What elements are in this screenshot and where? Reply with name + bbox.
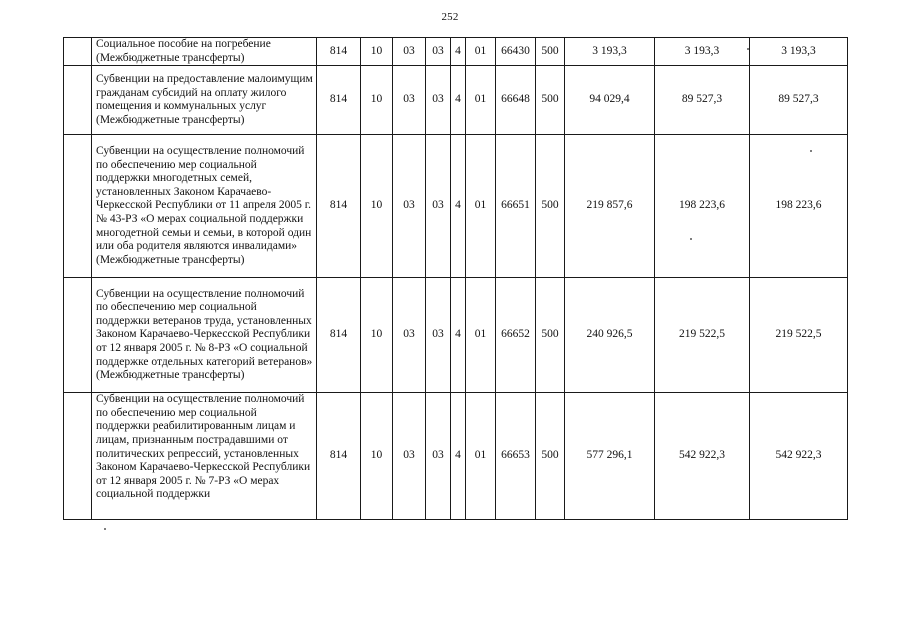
table-row <box>64 393 848 520</box>
pr-cell: 03 <box>393 66 426 135</box>
cs1-cell: 03 <box>426 135 451 278</box>
pr-cell: 03 <box>393 278 426 393</box>
pr-cell: 03 <box>393 38 426 66</box>
blank-cell <box>64 66 92 135</box>
sum3-cell: 542 922,3 <box>750 393 848 520</box>
sum1-cell: 94 029,4 <box>565 66 655 135</box>
sum1-cell: 3 193,3 <box>565 38 655 66</box>
vr-cell: 500 <box>536 393 565 520</box>
scan-speck <box>104 528 106 530</box>
table-row <box>64 278 848 393</box>
cs1-cell: 03 <box>426 66 451 135</box>
cs2-cell: 4 <box>451 393 466 520</box>
cs4-cell: 66651 <box>496 135 536 278</box>
cs1-cell: 03 <box>426 393 451 520</box>
table-row <box>64 38 848 66</box>
sum3-cell: 3 193,3 <box>750 38 848 66</box>
ved-cell: 814 <box>317 393 361 520</box>
sum2-cell: 89 527,3 <box>655 66 750 135</box>
rz-cell: 10 <box>361 38 393 66</box>
scan-speck <box>747 48 749 50</box>
cs4-cell: 66653 <box>496 393 536 520</box>
row-name-cell: Субвенции на осуществление полномочий по обеспечению мер социальной поддержки многодетных семей, установленных Законом Карачаево-Черкесской Республики от 11 апреля 2005 г. № 43-РЗ «О мерах социальной поддержки многодетной семьи и семьи, в которой один или оба родителя являются инвалидами» (Межбюджетные трансферты) <box>92 135 317 278</box>
budget-table <box>63 37 848 520</box>
ved-cell: 814 <box>317 66 361 135</box>
cs2-cell: 4 <box>451 278 466 393</box>
cs2-cell: 4 <box>451 66 466 135</box>
sum2-cell: 219 522,5 <box>655 278 750 393</box>
table-row <box>64 135 848 278</box>
blank-cell <box>64 135 92 278</box>
scan-speck <box>690 238 692 240</box>
vr-cell: 500 <box>536 38 565 66</box>
cs3-cell: 01 <box>466 393 496 520</box>
cs2-cell: 4 <box>451 38 466 66</box>
vr-cell: 500 <box>536 278 565 393</box>
ved-cell: 814 <box>317 135 361 278</box>
blank-cell <box>64 393 92 520</box>
blank-cell <box>64 38 92 66</box>
rz-cell: 10 <box>361 66 393 135</box>
blank-cell <box>64 278 92 393</box>
page-number: 252 <box>441 11 459 23</box>
row-name-cell: Субвенции на осуществление полномочий по обеспечению мер социальной поддержки реабилитированным лицам и лицам, признанным пострадавшими от политических репрессий, установленных Законом Карачаево-Черкесской Республики от 12 января 2005 г. № 7-РЗ «О мерах социальной поддержки <box>92 393 317 520</box>
cs4-cell: 66648 <box>496 66 536 135</box>
rz-cell: 10 <box>361 278 393 393</box>
sum3-cell: 219 522,5 <box>750 278 848 393</box>
pr-cell: 03 <box>393 393 426 520</box>
cs1-cell: 03 <box>426 278 451 393</box>
pr-cell: 03 <box>393 135 426 278</box>
cs3-cell: 01 <box>466 135 496 278</box>
cs2-cell: 4 <box>451 135 466 278</box>
sum1-cell: 240 926,5 <box>565 278 655 393</box>
row-name-cell: Субвенции на предоставление малоимущим гражданам субсидий на оплату жилого помещения и коммунальных услуг (Межбюджетные трансферты) <box>92 66 317 135</box>
sum2-cell: 3 193,3 <box>655 38 750 66</box>
cs3-cell: 01 <box>466 38 496 66</box>
table-row <box>64 66 848 135</box>
cs4-cell: 66652 <box>496 278 536 393</box>
sum2-cell: 542 922,3 <box>655 393 750 520</box>
sum2-cell: 198 223,6 <box>655 135 750 278</box>
scan-speck <box>810 150 812 152</box>
rz-cell: 10 <box>361 135 393 278</box>
ved-cell: 814 <box>317 38 361 66</box>
rz-cell: 10 <box>361 393 393 520</box>
cs4-cell: 66430 <box>496 38 536 66</box>
cs3-cell: 01 <box>466 66 496 135</box>
cs1-cell: 03 <box>426 38 451 66</box>
vr-cell: 500 <box>536 135 565 278</box>
ved-cell: 814 <box>317 278 361 393</box>
sum1-cell: 577 296,1 <box>565 393 655 520</box>
row-name-cell: Субвенции на осуществление полномочий по обеспечению мер социальной поддержки ветеранов труда, установленных Законом Карачаево-Черкесской Республики от 12 января 2005 г. № 8-РЗ «О социальной поддержке отдельных категорий ветеранов» (Межбюджетные трансферты) <box>92 278 317 393</box>
row-name-cell: Социальное пособие на погребение (Межбюджетные трансферты) <box>92 38 317 66</box>
sum3-cell: 89 527,3 <box>750 66 848 135</box>
sum3-cell: 198 223,6 <box>750 135 848 278</box>
sum1-cell: 219 857,6 <box>565 135 655 278</box>
cs3-cell: 01 <box>466 278 496 393</box>
vr-cell: 500 <box>536 66 565 135</box>
